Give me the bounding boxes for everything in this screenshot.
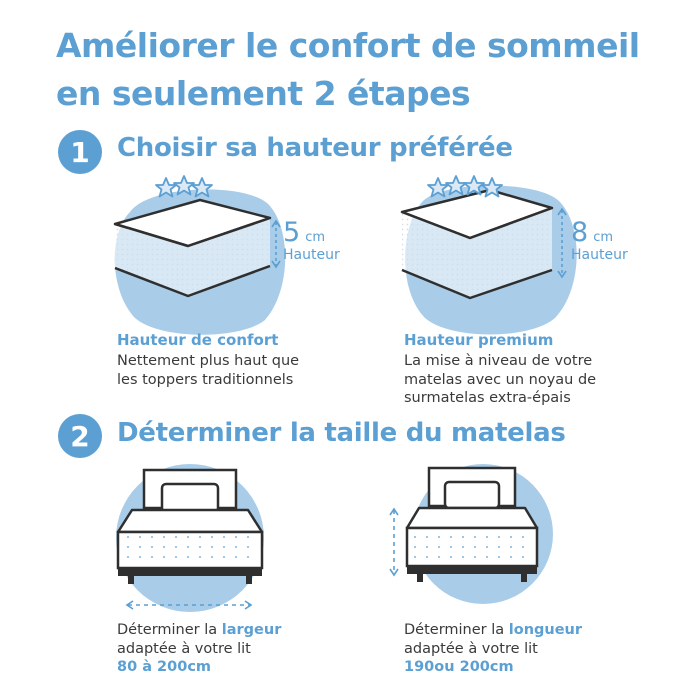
option-1-description: Nettement plus haut que les toppers traditionnels [117,353,300,388]
pillow [162,484,218,512]
height-value: 8 [571,217,589,248]
length-keyword: longueur [508,622,583,638]
bed-length-illustration [385,462,575,612]
mattress-top [407,508,537,528]
topper-5cm-illustration [100,172,300,342]
bed-leg [417,574,423,582]
title-line-2: en seulement 2 étapes [56,74,471,113]
width-range: 80 à 200cm [117,659,212,675]
length-range: 190ou 200cm [404,659,514,675]
height-label: Hauteur [571,247,628,263]
size-option-width-text: Déterminer la largeur adaptée à votre lit 80 à 200cm [117,622,282,675]
option-1-title: Hauteur de confort [117,331,279,349]
size-option-length-text: Déterminer la longueur adaptée à votre lit 190ou 200cm [404,622,583,675]
height-unit: cm [305,230,326,245]
step-2-badge [58,414,102,458]
step-2-title: Déterminer la taille du matelas [117,418,566,448]
pillow [445,482,499,508]
width-keyword: largeur [221,622,282,638]
step-2-number: 2 [70,419,90,453]
mattress-top [118,510,262,532]
topper-8cm-illustration [390,172,590,342]
bed-width-illustration [110,462,280,612]
height-label: Hauteur [283,247,340,263]
height-value: 5 [283,217,301,248]
height-indicator-8cm [571,219,628,263]
bed-leg [521,574,527,582]
bed-leg [128,576,134,584]
bed-leg [246,576,252,584]
option-2-title: Hauteur premium [404,331,554,349]
page-title [56,22,696,118]
title-line-1: Améliorer le confort de sommeil [56,26,640,65]
option-2-description: La mise à niveau de votre matelas avec un noyau de surmatelas extra-épais [404,353,597,406]
bed-frame [118,568,262,576]
length-arrow [390,509,398,575]
step-1-title: Choisir sa hauteur préférée [117,133,513,163]
step-1-number: 1 [70,135,90,169]
height-unit: cm [593,230,614,245]
step-1-badge [58,130,102,174]
height-indicator-5cm [283,219,340,263]
bed-frame [407,566,537,574]
